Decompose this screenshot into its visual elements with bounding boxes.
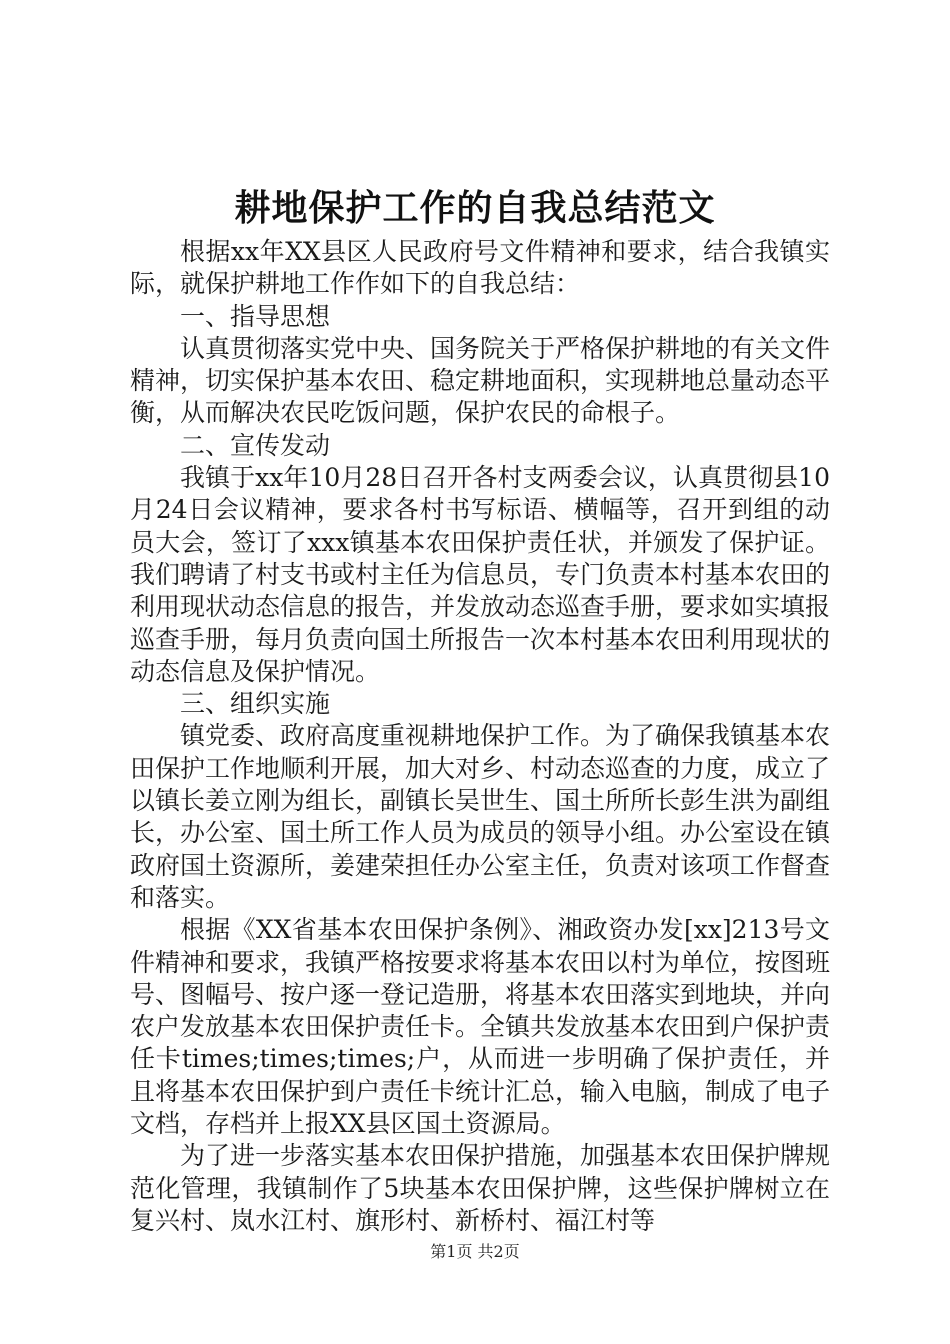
page-number-footer: 第1页 共2页: [430, 1242, 520, 1261]
paragraph-registration: 根据《XX省基本农田保护条例》、湘政资办发[xx]213号文件精神和要求，我镇严格按要求将基本农田以村为单位，按图班号、图幅号、按户逐一登记造册，将基本农田落实到地块，并向农户发放基本农田保护责任卡。全镇共发放基本农田到户保护责任卡times;times;times;户，从而进一步明确了保护责任，并且将基本农田保护到户责任卡统计汇总，输入电脑，制成了电子文档，存档并上报XX县区国土资源局。: [130, 915, 831, 1139]
paragraph-guiding-ideology: 认真贯彻落实党中央、国务院关于严格保护耕地的有关文件精神，切实保护基本农田、稳定耕地面积，实现耕地总量动态平衡，从而解决农民吃饭问题，保护农民的命根子。: [130, 333, 831, 428]
section-heading-implementation: 三、组织实施: [180, 689, 331, 719]
page-title: 耕地保护工作的自我总结范文: [234, 187, 716, 229]
section-heading-publicity: 二、宣传发动: [180, 430, 331, 460]
document-body: [130, 236, 830, 1237]
paragraph-publicity: 我镇于xx年10月28日召开各村支两委会议，认真贯彻县10月24日会议精神，要求各村书写标语、横幅等，召开到组的动员大会，签订了xxx镇基本农田保护责任状，并颁发了保护证。我们聘请了村支书或村主任为信息员，专门负责本村基本农田的利用现状动态信息的报告，并发放动态巡查手册，要求如实填报巡查手册，每月负责向国土所报告一次本村基本农田利用现状的动态信息及保护情况。: [130, 463, 831, 686]
paragraph-intro: 根据xx年XX县区人民政府号文件精神和要求，结合我镇实际，就保护耕地工作作如下的自我总结：: [130, 237, 830, 299]
section-heading-guiding-ideology: 一、指导思想: [180, 301, 331, 331]
paragraph-protection-signs: 为了进一步落实基本农田保护措施，加强基本农田保护牌规范化管理，我镇制作了5块基本农田保护牌，这些保护牌树立在复兴村、岚水江村、旗形村、新桥村、福江村等: [130, 1141, 831, 1235]
paragraph-implementation: 镇党委、政府高度重视耕地保护工作。为了确保我镇基本农田保护工作地顺利开展，加大对乡、村动态巡查的力度，成立了以镇长姜立刚为组长，副镇长吴世生、国土所所长彭生洪为副组长，办公室、国土所工作人员为成员的领导小组。办公室设在镇政府国土资源所，姜建荣担任办公室主任，负责对该项工作督查和落实。: [130, 721, 831, 912]
